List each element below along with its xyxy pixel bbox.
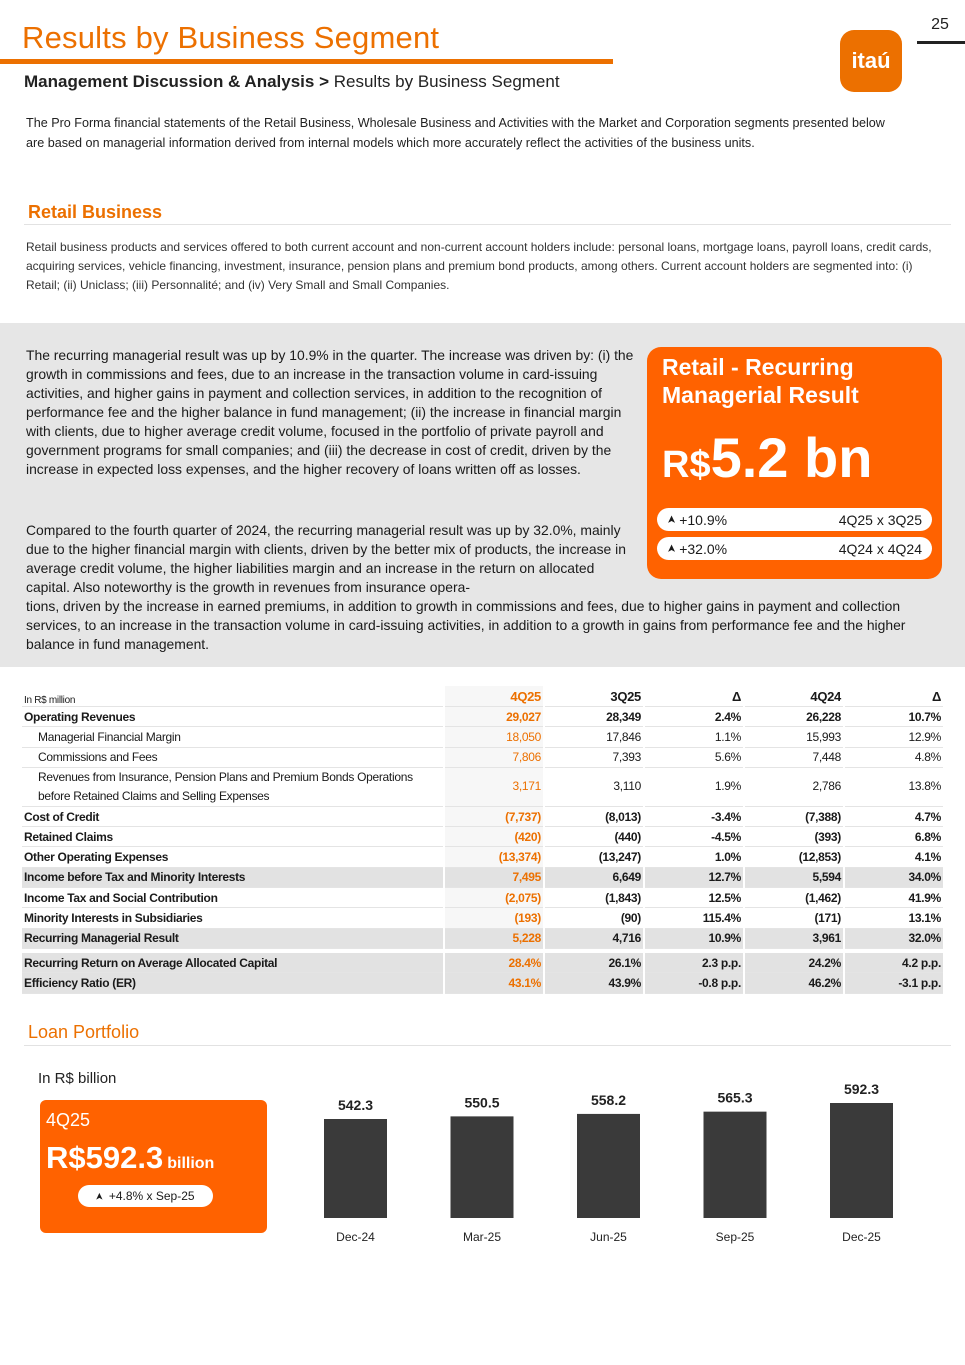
recurring-result-card xyxy=(647,347,942,579)
row-label xyxy=(22,767,444,806)
bar-value-label: 592.3 xyxy=(843,1081,880,1097)
loan-quarter: 4Q25 xyxy=(46,1110,91,1130)
currency-symbol: R$ xyxy=(662,444,711,486)
bar-Sep-25 xyxy=(704,1112,767,1218)
row-label: Commissions and Fees xyxy=(22,747,444,767)
cell: 7,806 xyxy=(444,747,544,767)
row-label: Income before Tax and Minority Interests xyxy=(22,867,444,887)
loan-value xyxy=(46,1140,214,1176)
title-underline xyxy=(0,59,613,64)
cell: 115.4% xyxy=(644,908,744,928)
loan-change-pill xyxy=(78,1185,213,1207)
recurring-result-title-line1: Retail - Recurring xyxy=(662,354,854,380)
x-tick-label: Dec-24 xyxy=(336,1230,375,1244)
cell: 5,594 xyxy=(744,867,844,887)
x-tick-label: Jun-25 xyxy=(590,1230,627,1244)
cell: (7,388) xyxy=(744,806,844,826)
cell: 26,228 xyxy=(744,707,844,727)
cell: (90) xyxy=(544,908,644,928)
cell: 2.3 p.p. xyxy=(644,953,744,973)
cell: 1.9% xyxy=(644,767,744,806)
row-label-line2: before Retained Claims and Selling Expenses xyxy=(38,788,270,803)
cell: 12.9% xyxy=(844,727,943,747)
cell: 6,649 xyxy=(544,867,644,887)
retail-section-rule xyxy=(24,224,951,225)
cell: 41.9% xyxy=(844,888,943,908)
row-label: Minority Interests in Subsidiaries xyxy=(22,908,444,928)
cell: 15,993 xyxy=(744,727,844,747)
table-row xyxy=(22,888,943,908)
retail-description: Retail business products and services offered to both current account and non-current account holders include: personal loans, mortgage loans, payroll loans, credit cards, acquiring services, vehicle financing, investment, insurance, pension plans and premium bond products, among others. Current account holders are segmented into: (i) Retail; (ii) Uniclass; (iii) Personnalité; and (iv) Very Small and Small Companies. xyxy=(26,240,932,292)
bar-Dec-24 xyxy=(324,1119,387,1218)
loan-unit-label: In R$ billion xyxy=(38,1070,117,1087)
chevron-up-icon: ➤ xyxy=(666,514,679,525)
cell: 1.0% xyxy=(644,847,744,867)
cell: 29,027 xyxy=(444,707,544,727)
table-row xyxy=(22,747,943,767)
result-amount: 5.2 bn xyxy=(710,426,873,489)
cell: (12,853) xyxy=(744,847,844,867)
row-label: Operating Revenues xyxy=(22,707,444,727)
commentary-year-part1: Compared to the fourth quarter of 2024, the recurring managerial result was up by 32.0%, mainly due to the higher financial margin with clients, driven by the better mix of products, the increase in average credit volume, the higher liabilities margin and an increase in the return on allocated capital. Also noteworthy is the growth in revenues from insurance opera- xyxy=(26,522,626,595)
cell: -3.1 p.p. xyxy=(844,973,943,993)
cell: (1,843) xyxy=(544,888,644,908)
table-unit: In R$ million xyxy=(22,686,444,707)
cell: (13,374) xyxy=(444,847,544,867)
cell: 6.8% xyxy=(844,827,943,847)
row-label: Recurring Managerial Result xyxy=(22,928,444,948)
cell: 7,448 xyxy=(744,747,844,767)
cell: 28.4% xyxy=(444,953,544,973)
row-label: Cost of Credit xyxy=(22,806,444,826)
table-row xyxy=(22,928,943,948)
cell: 43.1% xyxy=(444,973,544,993)
row-label: Income Tax and Social Contribution xyxy=(22,888,444,908)
table-row xyxy=(22,727,943,747)
yoy-comparison: 4Q24 x 4Q24 xyxy=(838,540,922,557)
cell: 32.0% xyxy=(844,928,943,948)
cell: (440) xyxy=(544,827,644,847)
breadcrumb-section: Management Discussion & Analysis > xyxy=(24,72,329,91)
breadcrumb xyxy=(24,72,560,92)
table-row xyxy=(22,707,943,727)
cell: 5.6% xyxy=(644,747,744,767)
recurring-result-title xyxy=(662,353,859,409)
cell: (1,462) xyxy=(744,888,844,908)
cell: (193) xyxy=(444,908,544,928)
row-label: Managerial Financial Margin xyxy=(22,727,444,747)
table-row xyxy=(22,908,943,928)
row-label: Retained Claims xyxy=(22,827,444,847)
page-title: Results by Business Segment xyxy=(22,20,440,55)
cell: (2,075) xyxy=(444,888,544,908)
cell: 4.7% xyxy=(844,806,943,826)
col-header: 4Q25 xyxy=(444,686,544,707)
chevron-up-icon: ➤ xyxy=(666,543,679,554)
cell: 3,110 xyxy=(544,767,644,806)
loan-amount-unit: billion xyxy=(167,1155,215,1172)
cell: 28,349 xyxy=(544,707,644,727)
cell: 3,171 xyxy=(444,767,544,806)
row-label-line1: Revenues from Insurance, Pension Plans and Premium Bonds Operations xyxy=(38,769,413,784)
yoy-change-pct: +32.0% xyxy=(679,540,728,557)
page-number-rule xyxy=(917,41,965,44)
qoq-change-pill xyxy=(657,508,932,531)
cell: (393) xyxy=(744,827,844,847)
cell: 4.2 p.p. xyxy=(844,953,943,973)
recurring-result-value xyxy=(662,425,872,490)
col-header: Δ xyxy=(644,686,744,707)
cell: -3.4% xyxy=(644,806,744,826)
x-tick-label: Sep-25 xyxy=(715,1230,755,1244)
table-row xyxy=(22,827,943,847)
cell: 12.7% xyxy=(644,867,744,887)
row-label: Recurring Return on Average Allocated Capital xyxy=(22,953,444,973)
bar-Dec-25 xyxy=(830,1103,893,1218)
page-number: 25 xyxy=(931,16,949,33)
col-header: 4Q24 xyxy=(744,686,844,707)
row-label: Other Operating Expenses xyxy=(22,847,444,867)
cell: 13.8% xyxy=(844,767,943,806)
bar-Jun-25 xyxy=(577,1114,640,1218)
cell: 10.9% xyxy=(644,928,744,948)
loan-change-text: +4.8% x Sep-25 xyxy=(108,1189,195,1203)
loan-section-title: Loan Portfolio xyxy=(28,1022,140,1042)
recurring-result-title-line2: Managerial Result xyxy=(662,382,859,408)
cell: 13.1% xyxy=(844,908,943,928)
cell: 46.2% xyxy=(744,973,844,993)
loan-portfolio-chart xyxy=(290,1070,930,1255)
commentary-quarter: The recurring managerial result was up by 10.9% in the quarter. The increase was driven by: (i) the growth in commissions and fees, due to an increase in the transaction volume in card-issuing activities, and higher gains in payment and collection services, in addition to the recognition of performance fee and the higher balance in fund management; (ii) the increase in financial margin with clients, due to higher average credit volume, focused in the portfolio of private payroll and government programs for small companies; and (iii) the decrease in cost of credit, driven by the increase in expected loss expenses, and the higher recovery of loans written off as losses. xyxy=(26,347,634,477)
chevron-up-icon: ➤ xyxy=(95,1191,107,1201)
cell: 4.1% xyxy=(844,847,943,867)
qoq-comparison: 4Q25 x 3Q25 xyxy=(838,511,922,528)
cell: 1.1% xyxy=(644,727,744,747)
cell: 3,961 xyxy=(744,928,844,948)
cell: 7,495 xyxy=(444,867,544,887)
commentary-year-part2: tions, driven by the increase in earned premiums, in addition to growth in commissions and fees, due to higher gains in payment and collection services, to an increase in the transaction volume in card-issuing activities, in addition to a growth in gains from performance fee and the higher balance in fund management. xyxy=(26,598,906,652)
intro-text: The Pro Forma financial statements of the Retail Business, Wholesale Business and Activities with the Market and Corporation segments presented below are based on managerial information derived from internal models which more accurately reflect the activities of the business units. xyxy=(26,116,885,150)
cell: 17,846 xyxy=(544,727,644,747)
bar-value-label: 565.3 xyxy=(717,1089,753,1106)
loan-section-rule xyxy=(24,1045,951,1046)
cell: 5,228 xyxy=(444,928,544,948)
cell: 7,393 xyxy=(544,747,644,767)
x-tick-label: Mar-25 xyxy=(462,1230,502,1244)
cell: 2,786 xyxy=(744,767,844,806)
cell: 10.7% xyxy=(844,707,943,727)
table-row xyxy=(22,767,943,806)
table-row xyxy=(22,867,943,887)
cell: 2.4% xyxy=(644,707,744,727)
row-label: Efficiency Ratio (ER) xyxy=(22,973,444,993)
retail-results-table xyxy=(22,686,943,994)
bar-Mar-25 xyxy=(451,1116,514,1218)
table-row xyxy=(22,847,943,867)
table-row xyxy=(22,806,943,826)
cell: (13,247) xyxy=(544,847,644,867)
table-row xyxy=(22,953,943,973)
yoy-change-pill xyxy=(657,537,932,560)
table-header-row xyxy=(22,686,943,707)
loan-summary-card xyxy=(40,1100,267,1233)
cell: 34.0% xyxy=(844,867,943,887)
cell: 18,050 xyxy=(444,727,544,747)
loan-amount: R$592.3 xyxy=(46,1140,164,1175)
cell: 43.9% xyxy=(544,973,644,993)
cell: (7,737) xyxy=(444,806,544,826)
cell: 4,716 xyxy=(544,928,644,948)
cell: (171) xyxy=(744,908,844,928)
breadcrumb-page: Results by Business Segment xyxy=(333,72,560,91)
cell: 26.1% xyxy=(544,953,644,973)
cell: (420) xyxy=(444,827,544,847)
cell: 4.8% xyxy=(844,747,943,767)
retail-section-title: Retail Business xyxy=(28,202,163,222)
itau-logo: itaú xyxy=(840,30,902,92)
col-header: 3Q25 xyxy=(544,686,644,707)
cell: 24.2% xyxy=(744,953,844,973)
bar-value-label: 542.3 xyxy=(337,1097,374,1113)
x-tick-label: Dec-25 xyxy=(842,1230,881,1244)
table-row xyxy=(22,973,943,993)
bar-value-label: 550.5 xyxy=(464,1094,500,1111)
cell: 12.5% xyxy=(644,888,744,908)
cell: -4.5% xyxy=(644,827,744,847)
qoq-change-pct: +10.9% xyxy=(679,511,728,528)
cell: -0.8 p.p. xyxy=(644,973,744,993)
col-header: Δ xyxy=(844,686,943,707)
bar-value-label: 558.2 xyxy=(590,1091,627,1108)
cell: (8,013) xyxy=(544,806,644,826)
